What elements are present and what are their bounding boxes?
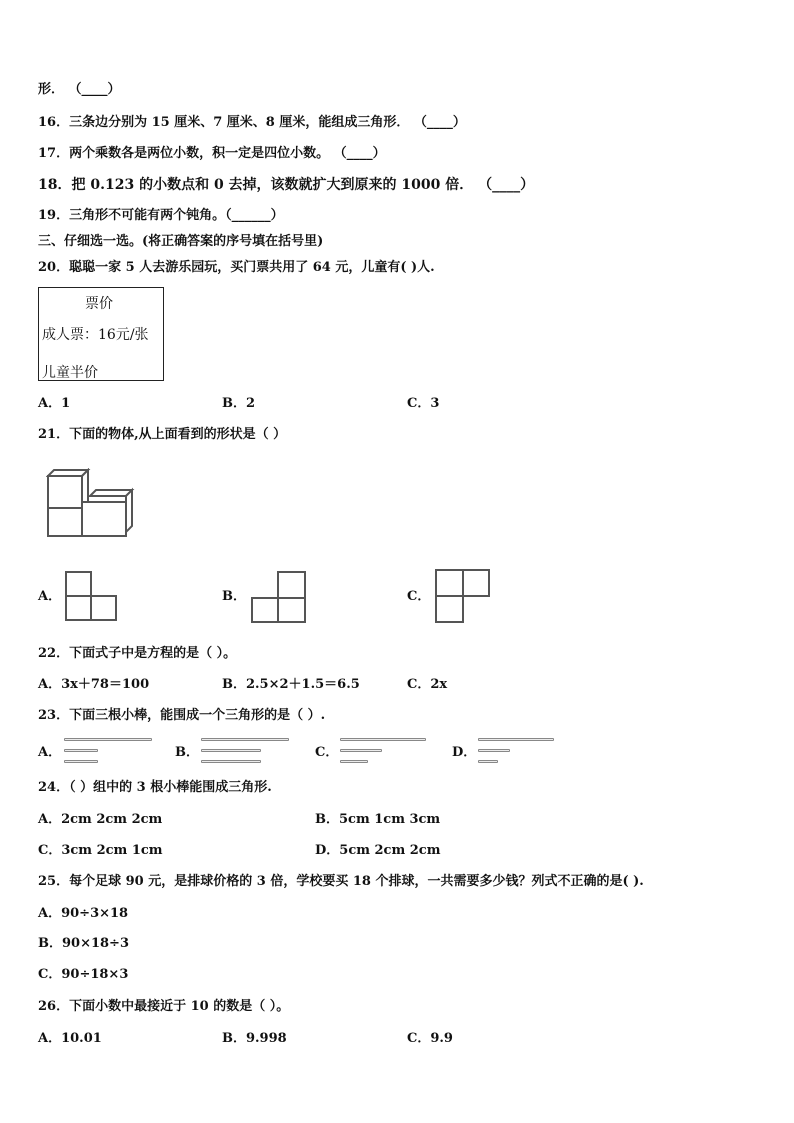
q20-option-b: B．2 <box>222 396 256 411</box>
q23-option-b-label: B． <box>175 745 199 760</box>
q22-option-a: A．3x＋78＝100 <box>38 677 150 692</box>
ticket-price-box <box>38 287 164 381</box>
q26-option-b: B．9.998 <box>222 1031 287 1046</box>
q21-option-c-label: C． <box>407 589 431 604</box>
q21-option-c-figure <box>434 568 492 626</box>
q24-option-b: B．5cm 1cm 3cm <box>315 812 441 827</box>
stick-medium <box>64 749 98 752</box>
stick-medium <box>340 749 382 752</box>
q23-option-a-label: A． <box>38 745 62 760</box>
q23-option-c-sticks <box>340 737 430 767</box>
section-3-heading: 三、仔细选一选。(将正确答案的序号填在括号里) <box>38 234 324 249</box>
stick-long <box>478 738 554 741</box>
q23-option-a-sticks <box>64 737 154 767</box>
q25-option-c: C．90÷18×3 <box>38 967 129 982</box>
stick-short <box>340 760 368 763</box>
stick-medium <box>201 749 261 752</box>
ticket-adult-price: 成人票：16元/张 <box>42 327 149 343</box>
ticket-child-price: 儿童半价 <box>42 365 98 381</box>
question-16: 16．三条边分别为 15 厘米、7 厘米、8 厘米，能组成三角形． （____） <box>38 115 466 130</box>
question-26: 26．下面小数中最接近于 10 的数是（ ）。 <box>38 999 290 1014</box>
q21-option-b-label: B． <box>222 589 246 604</box>
q26-option-c: C．9.9 <box>407 1031 453 1046</box>
q24-option-d: D．5cm 2cm 2cm <box>315 843 441 858</box>
question-24: 24．（ ）组中的 3 根小棒能围成三角形. <box>38 780 272 795</box>
stick-short <box>201 760 261 763</box>
q21-option-a-label: A． <box>38 589 62 604</box>
stick-medium <box>478 749 510 752</box>
q24-option-a: A．2cm 2cm 2cm <box>38 812 163 827</box>
question-23: 23．下面三根小棒，能围成一个三角形的是（ ）. <box>38 708 326 723</box>
stick-long <box>64 738 152 741</box>
stick-long <box>201 738 289 741</box>
q23-option-c-label: C． <box>315 745 339 760</box>
question-20: 20．聪聪一家 5 人去游乐园玩，买门票共用了 64 元，儿童有( )人. <box>38 260 435 275</box>
q24-option-c: C．3cm 2cm 1cm <box>38 843 163 858</box>
q23-option-d-label: D． <box>452 745 477 760</box>
stick-long <box>340 738 426 741</box>
q23-option-b-sticks <box>201 737 291 767</box>
question-17: 17．两个乘数各是两位小数，积一定是四位小数。 （____） <box>38 146 386 161</box>
stick-short <box>64 760 98 763</box>
q22-option-c: C．2x <box>407 677 448 692</box>
q21-option-b-figure <box>250 570 308 626</box>
stick-short <box>478 760 498 763</box>
q23-option-d-sticks <box>478 737 558 767</box>
line-q15-tail: 形． （____） <box>38 82 121 97</box>
question-22: 22．下面式子中是方程的是（ ）。 <box>38 646 237 661</box>
q22-option-b: B．2.5×2＋1.5＝6.5 <box>222 677 360 692</box>
question-19: 19．三角形不可能有两个钝角。（______） <box>38 208 284 223</box>
q26-option-a: A．10.01 <box>38 1031 102 1046</box>
cube-stack-figure <box>46 468 136 540</box>
q25-option-a: A．90÷3×18 <box>38 906 129 921</box>
q20-option-c: C．3 <box>407 396 440 411</box>
q21-option-a-figure <box>64 570 120 624</box>
question-25: 25．每个足球 90 元，是排球价格的 3 倍，学校要买 18 个排球，一共需要多少钱？列式不正确的是( ). <box>38 874 644 889</box>
question-21: 21．下面的物体,从上面看到的形状是（ ） <box>38 427 287 442</box>
q25-option-b: B．90×18÷3 <box>38 936 130 951</box>
question-18: 18．把 0.123 的小数点和 0 去掉，该数就扩大到原来的 1000 倍． （____） <box>38 177 535 193</box>
ticket-title: 票价 <box>85 296 113 312</box>
q20-option-a: A．1 <box>38 396 71 411</box>
